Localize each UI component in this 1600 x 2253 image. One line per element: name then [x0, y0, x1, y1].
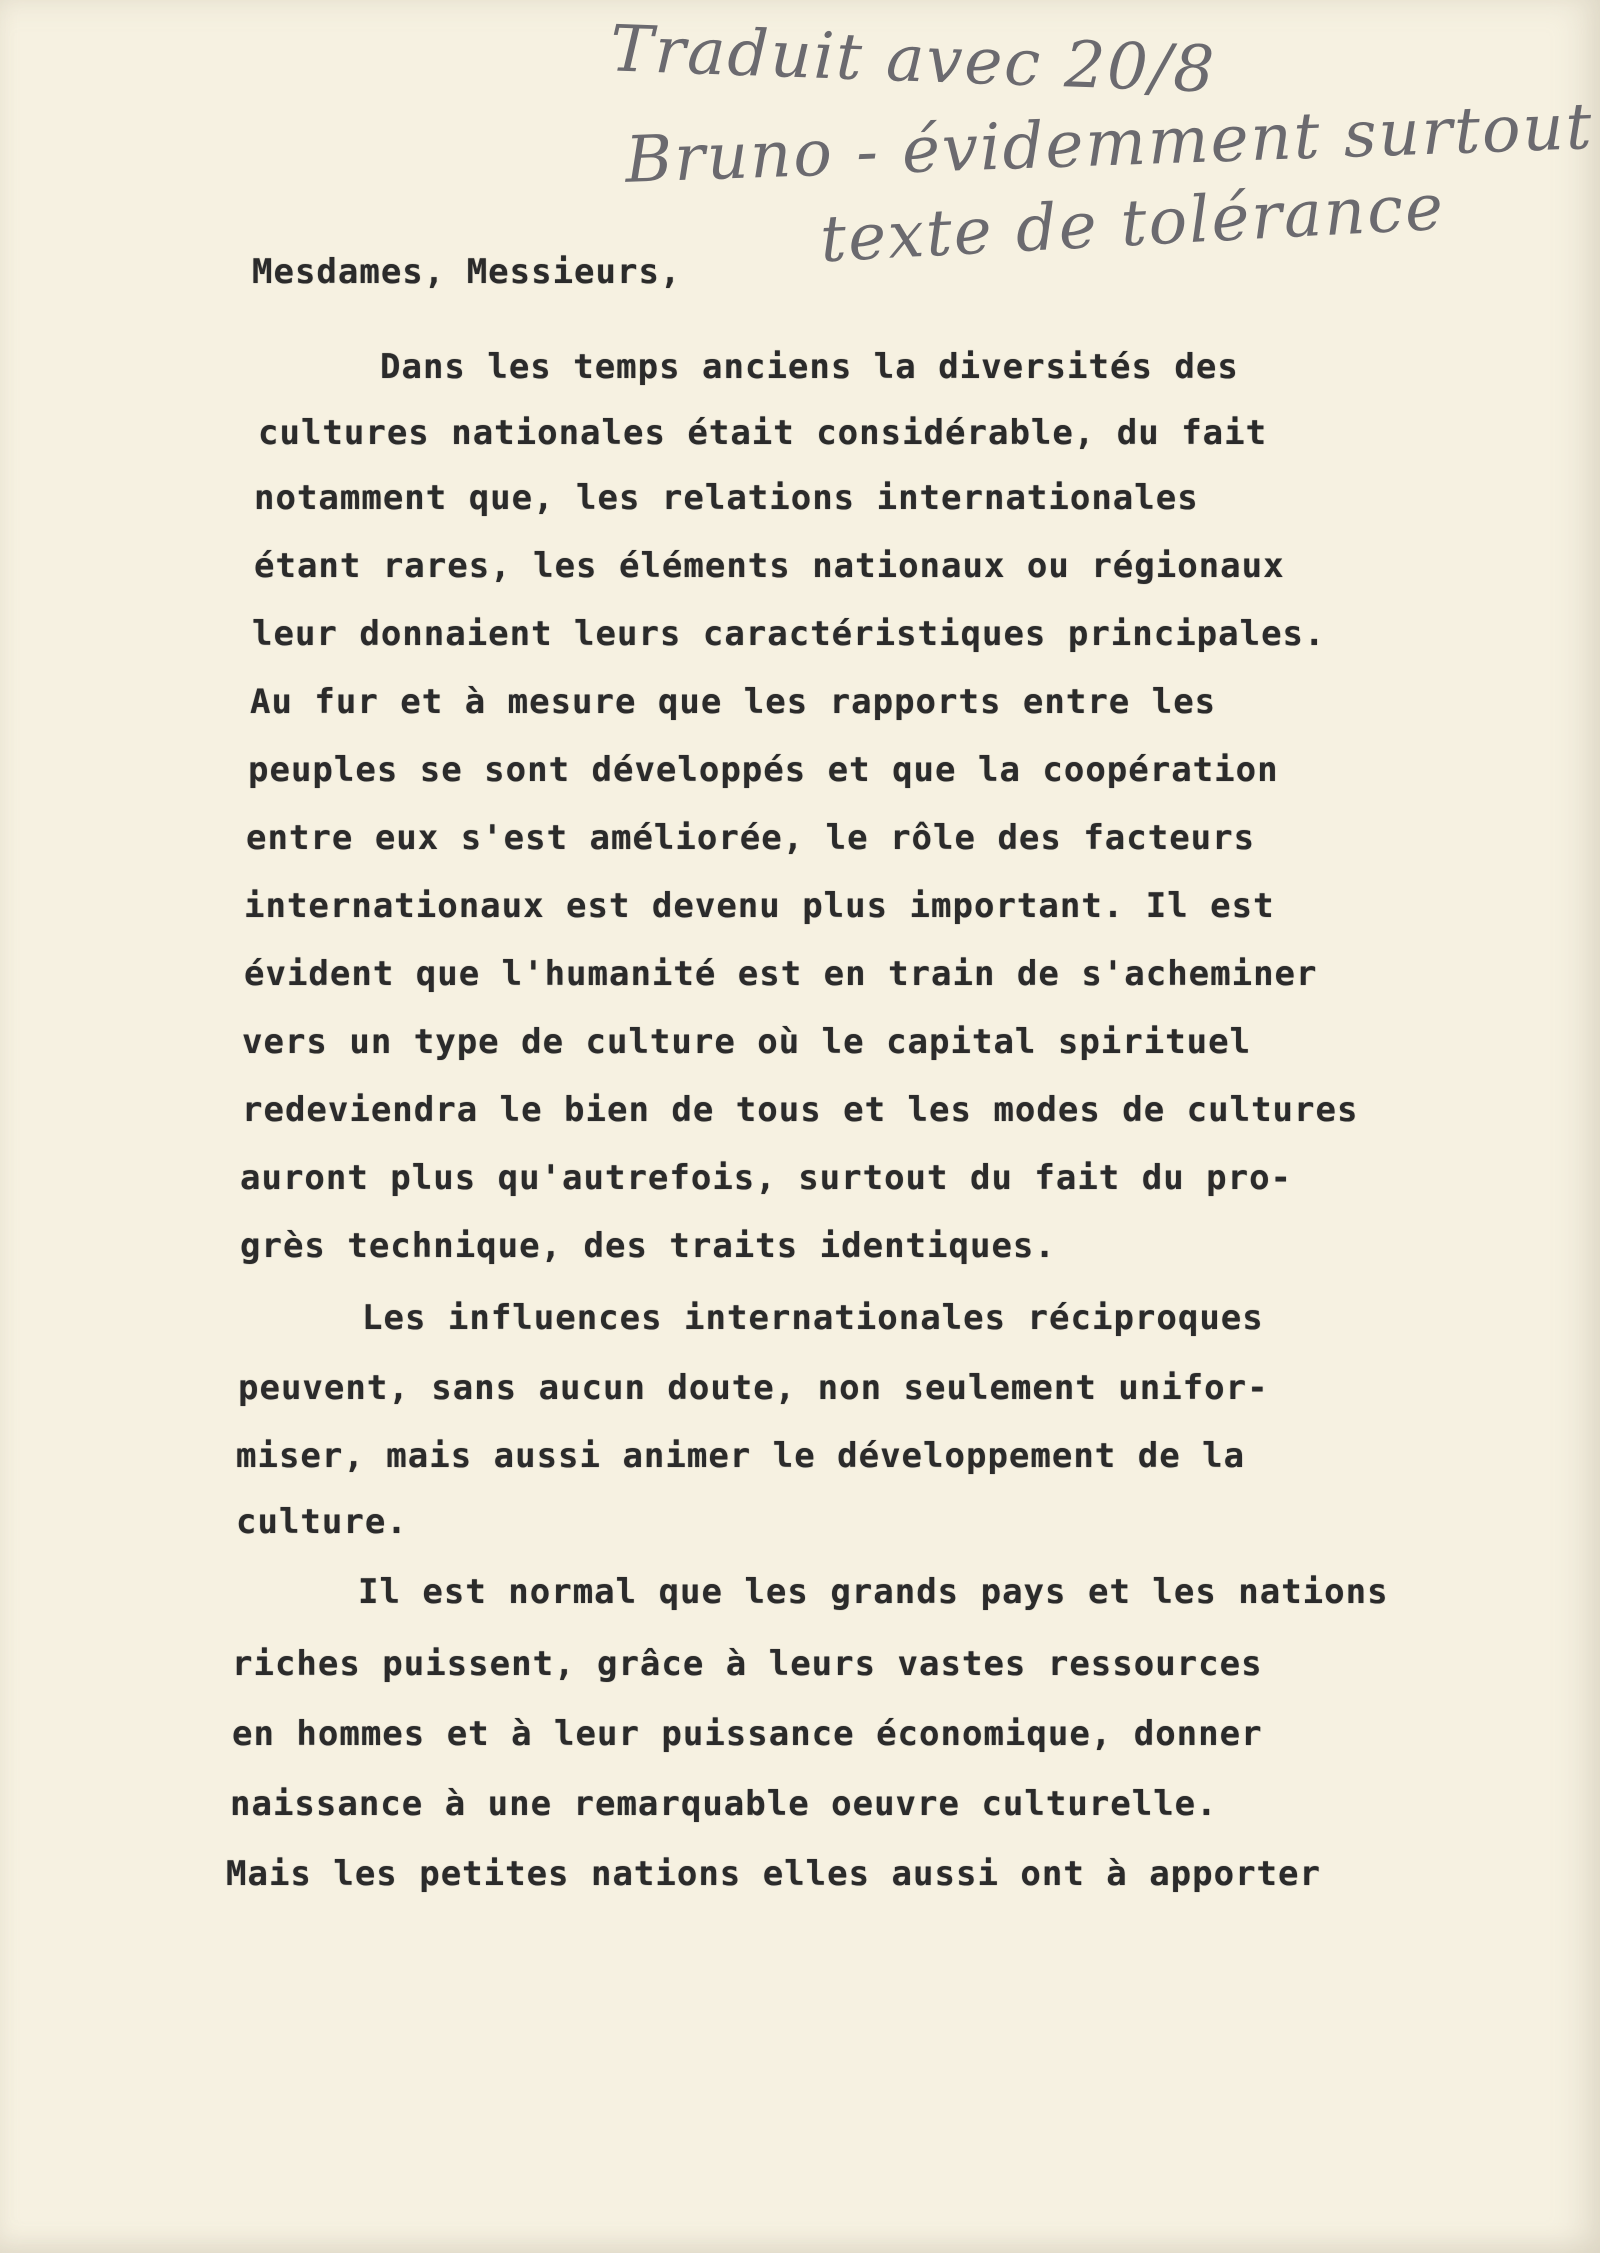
salutation: Mesdames, Messieurs,	[252, 252, 682, 292]
handwritten-note-line-3: texte de tolérance	[818, 170, 1447, 278]
text-line: miser, mais aussi animer le développement de la	[236, 1436, 1246, 1476]
handwritten-note-line-2: Bruno - évidemment surtout	[624, 90, 1595, 198]
text-line: naissance à une remarquable oeuvre culturelle.	[230, 1784, 1218, 1824]
text-line: Les influences internationales réciproques	[362, 1298, 1264, 1338]
text-line: grès technique, des traits identiques.	[240, 1226, 1056, 1266]
text-line: culture.	[236, 1502, 408, 1542]
text-line: étant rares, les éléments nationaux ou régionaux	[254, 546, 1285, 586]
text-line: peuples se sont développés et que la coopération	[248, 750, 1279, 790]
text-line: vers un type de culture où le capital spirituel	[242, 1022, 1252, 1062]
text-line: Au fur et à mesure que les rapports entre les	[250, 682, 1217, 722]
text-line: auront plus qu'autrefois, surtout du fait du pro-	[240, 1158, 1293, 1198]
handwritten-note-line-1: Traduit avec 20/8	[608, 12, 1218, 108]
text-line: entre eux s'est améliorée, le rôle des facteurs	[246, 818, 1256, 858]
text-line: peuvent, sans aucun doute, non seulement unifor-	[238, 1368, 1269, 1408]
text-line: cultures nationales était considérable, du fait	[258, 413, 1268, 453]
text-line: notamment que, les relations internationales	[254, 478, 1199, 518]
text-line: redeviendra le bien de tous et les modes de cultures	[242, 1090, 1359, 1130]
text-line: Mais les petites nations elles aussi ont à apporter	[226, 1854, 1321, 1894]
text-line: internationaux est devenu plus important. Il est	[244, 886, 1275, 926]
text-line: en hommes et à leur puissance économique, donner	[232, 1714, 1263, 1754]
text-line: riches puissent, grâce à leurs vastes ressources	[232, 1644, 1263, 1684]
text-line: Il est normal que les grands pays et les nations	[358, 1572, 1389, 1612]
text-line: Dans les temps anciens la diversités des	[380, 347, 1239, 387]
text-line: leur donnaient leurs caractéristiques principales.	[252, 614, 1326, 654]
text-line: évident que l'humanité est en train de s'acheminer	[244, 954, 1318, 994]
